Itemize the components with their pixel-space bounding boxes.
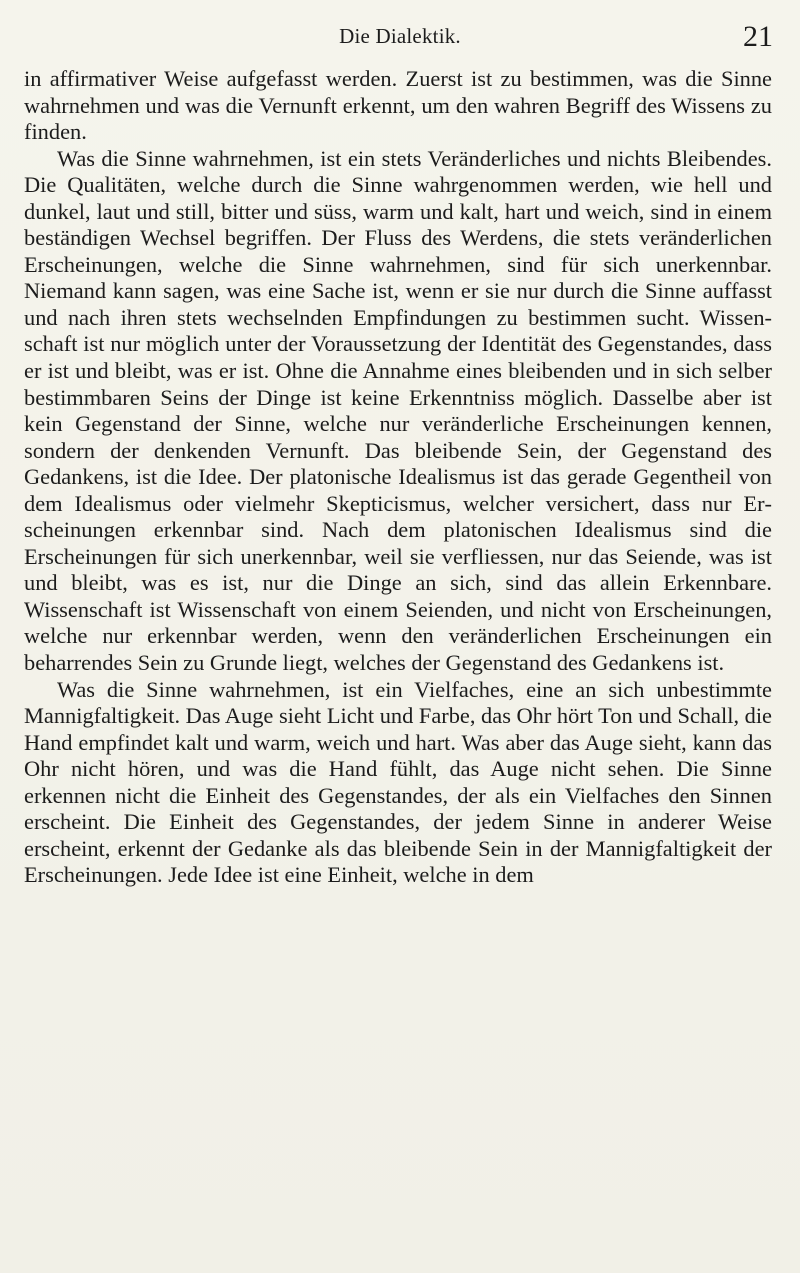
- paragraph-senses-changeable: Was die Sinne wahrnehmen, ist ein stets Veränderliches und nichts Bleibendes. Die Qualitäten, welche durch die Sinne wahrgenommen werden, wie hell und dunkel, laut und still, bitter und süss, warm und kalt, hart und weich, sind in einem beständigen Wechsel begriffen. Der Fluss des Werdens, die stets veränderlichen Erscheinungen, welche die Sinne wahrnehmen, sind für sich unerkennbar. Niemand kann sagen, was eine Sache ist, wenn er sie nur durch die Sinne auffasst und nach ihren stets wechselnden Empfindungen zu bestimmen sucht. Wissenschaft ist nur möglich unter der Voraussetzung der Identität des Gegenstandes, dass er ist und bleibt, was er ist. Ohne die Annahme eines bleibenden und in sich selber bestimmbaren Seins der Dinge ist keine Erkenntniss möglich. Dasselbe aber ist kein Gegenstand der Sinne, welche nur veränderliche Erscheinungen kennen, sondern der denkenden Vernunft. Das bleibende Sein, der Gegenstand des Gedankens, ist die Idee. Der platonische Idealismus ist das gerade Gegentheil von dem Idealismus oder vielmehr Skepticismus, welcher versichert, dass nur Erscheinungen erkennbar sind. Nach dem platonischen Idealismus sind die Erscheinungen für sich unerkennbar, weil sie verfliessen, nur das Seiende, was ist und bleibt, was es ist, nur die Dinge an sich, sind das allein Erkennbare. Wissenschaft ist Wissenschaft von einem Seienden, und nicht von Erscheinungen, welche nur erkennbar werden, wenn den veränderlichen Erscheinungen ein beharrendes Sein zu Grunde liegt, welches der Gegenstand des Gedankens ist.: [24, 145, 772, 676]
- body-text: [24, 66, 772, 889]
- paragraph-continuation: in affirmativer Weise aufgefasst werden. Zuerst ist zu bestimmen, was die Sinne wahrnehmen und was die Vernunft erkennt, um den wahren Begriff des Wissens zu finden.: [24, 66, 772, 145]
- page-number: 21: [743, 20, 773, 53]
- paragraph-senses-manifold: Was die Sinne wahrnehmen, ist ein Vielfaches, eine an sich unbestimmte Mannigfaltigkeit. Das Auge sieht Licht und Farbe, das Ohr hört Ton und Schall, die Hand empfindet kalt und warm, weich und hart. Was aber das Auge sieht, kann das Ohr nicht hören, und was die Hand fühlt, das Auge nicht sehen. Die Sinne erkennen nicht die Einheit des Gegenstandes, der als ein Vielfaches den Sinnen erscheint. Die Einheit des Gegenstandes, der jedem Sinne in anderer Weise erscheint, erkennt der Gedanke als das bleibende Sein in der Mannigfaltigkeit der Erscheinungen. Jede Idee ist eine Einheit, welche in dem: [24, 676, 772, 888]
- running-title: Die Dialektik.: [339, 24, 461, 48]
- running-header: [0, 20, 800, 60]
